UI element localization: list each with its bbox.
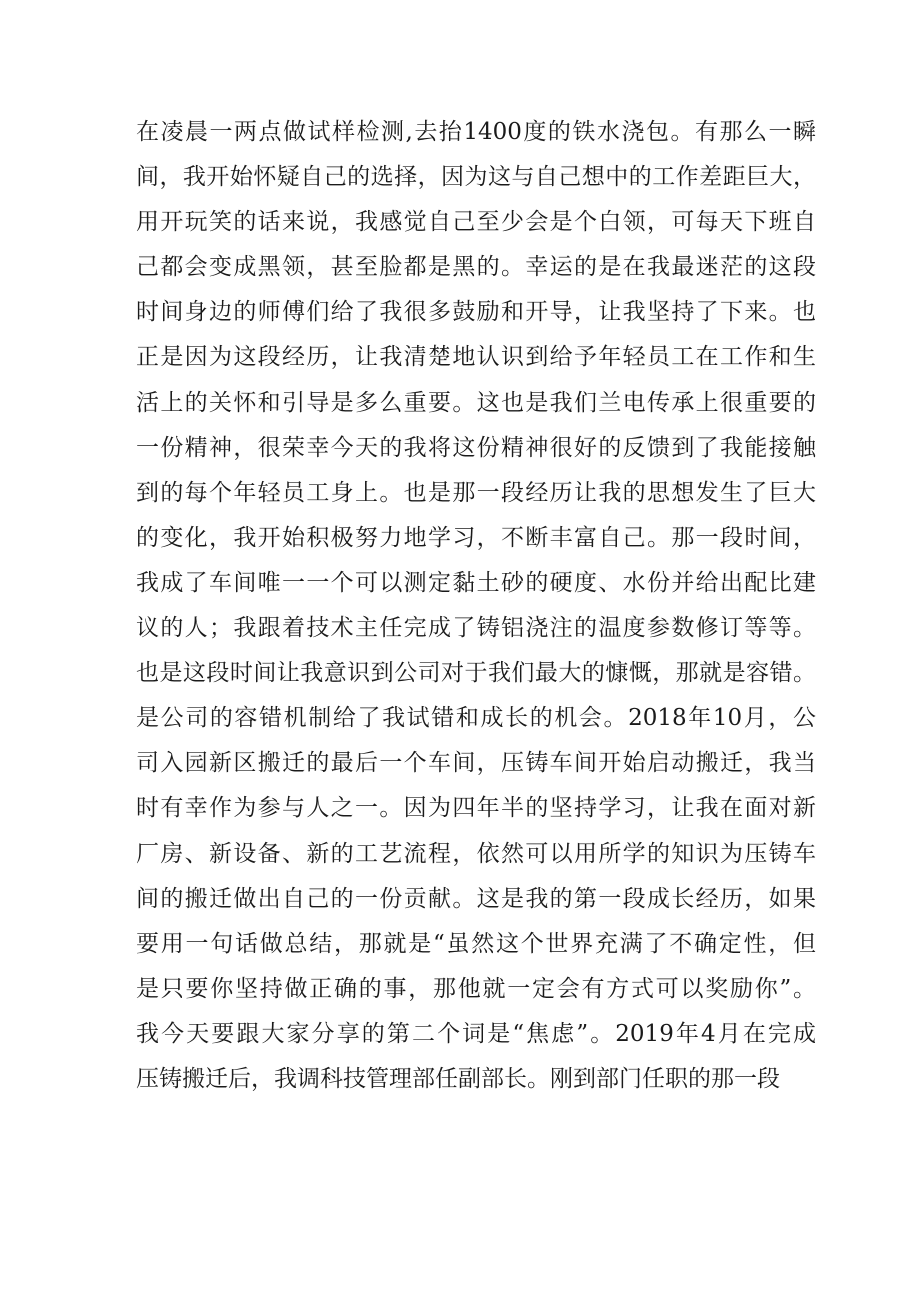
- text-line: 到的每个年轻员工身上。也是那一段经历让我的思想发生了巨大: [136, 479, 816, 506]
- text-line: 议的人；我跟着技术主任完成了铸铝浇注的温度参数修订等等。: [136, 615, 816, 642]
- text-line: 要用一句话做总结，那就是“虽然这个世界充满了不确定性，但: [136, 930, 816, 957]
- text-line: 间的搬迁做出自己的一份贡献。这是我的第一段成长经历，如果: [136, 885, 816, 912]
- text-line: 用开玩笑的话来说，我感觉自己至少会是个白领，可每天下班自: [136, 209, 816, 236]
- text-line: 时间身边的师傅们给了我很多鼓励和开导，让我坚持了下来。也: [136, 299, 816, 326]
- text-line: 正是因为这段经历，让我清楚地认识到给予年轻员工在工作和生: [136, 344, 816, 371]
- text-line: 的变化，我开始积极努力地学习，不断丰富自己。那一段时间，: [136, 524, 816, 551]
- text-line: 厂房、新设备、新的工艺流程，依然可以用所学的知识为压铸车: [136, 840, 816, 867]
- text-line: 间，我开始怀疑自己的选择，因为这与自己想中的工作差距巨大，: [136, 164, 816, 191]
- text-line: 活上的关怀和引导是多么重要。这也是我们兰电传承上很重要的: [136, 389, 816, 416]
- text-line: 己都会变成黑领，甚至脸都是黑的。幸运的是在我最迷茫的这段: [136, 254, 816, 281]
- text-line: 我今天要跟大家分享的第二个词是“焦虑”。2019年4月在完成: [136, 1020, 816, 1047]
- text-line: 司入园新区搬迁的最后一个车间，压铸车间开始启动搬迁，我当: [136, 750, 816, 777]
- text-line: 我成了车间唯一一个可以测定黏土砂的硬度、水份并给出配比建: [136, 569, 816, 596]
- text-line: 是只要你坚持做正确的事，那他就一定会有方式可以奖励你”。: [136, 975, 816, 1002]
- body-text: [136, 110, 816, 1102]
- text-line: 时有幸作为参与人之一。因为四年半的坚持学习，让我在面对新: [136, 795, 816, 822]
- text-line: 是公司的容错机制给了我试错和成长的机会。2018年10月，公: [136, 705, 816, 732]
- text-line: 在凌晨一两点做试样检测,去抬1400度的铁水浇包。有那么一瞬: [136, 119, 816, 145]
- text-line: 也是这段时间让我意识到公司对于我们最大的慷慨，那就是容错。: [136, 660, 816, 687]
- text-line: 压铸搬迁后，我调科技管理部任副部长。刚到部门任职的那一段: [136, 1065, 780, 1092]
- text-line: 一份精神，很荣幸今天的我将这份精神很好的反馈到了我能接触: [136, 434, 816, 461]
